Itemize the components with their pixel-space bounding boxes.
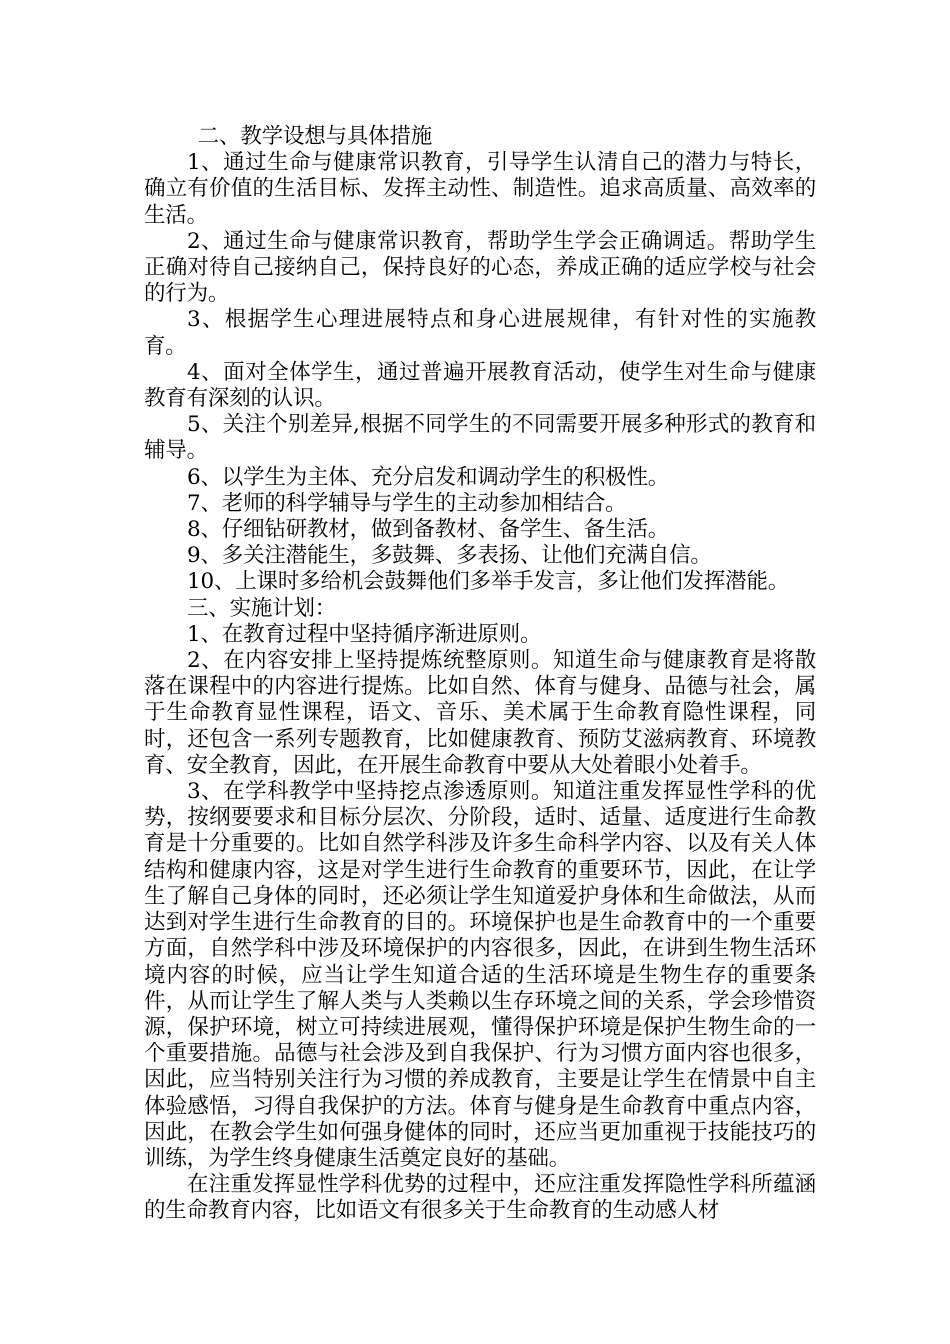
paragraph-measure-1: 1、通过生命与健康常识教育，引导学生认清自己的潜力与特长，确立有价值的生活目标、发挥主动性、制造性。追求高质量、高效率的生活。 xyxy=(144,150,816,228)
paragraph-measure-4: 4、面对全体学生，通过普遍开展教育活动，使学生对生命与健康教育有深刻的认识。 xyxy=(144,359,816,412)
paragraph-plan-3: 3、在学科教学中坚持挖点渗透原则。知道注重发挥显性学科的优势，按纲要要求和目标分层次、分阶段，适时、适量、适度进行生命教育是十分重要的。比如自然学科涉及许多生命科学内容、以及有关人体结构和健康内容，这是对学生进行生命教育的重要环节，因此，在让学生了解自己身体的同时，还必须让学生知道爱护身体和生命做法，从而达到对学生进行生命教育的目的。环境保护也是生命教育中的一个重要方面，自然学科中涉及环境保护的内容很多，因此，在讲到生物生活环境内容的时候，应当让学生知道合适的生活环境是生物生存的重要条件，从而让学生了解人类与人类赖以生存环境之间的关系，学会珍惜资源，保护环境，树立可持续进展观，懂得保护环境是保护生物生命的一个重要措施。品德与社会涉及到自我保护、行为习惯方面内容也很多，因此，应当特别关注行为习惯的养成教育，主要是让学生在情景中自主体验感悟，习得自我保护的方法。体育与健身是生命教育中重点内容，因此，在教会学生如何强身健体的同时，还应当更加重视于技能技巧的训练，为学生终身健康生活奠定良好的基础。 xyxy=(144,779,816,1171)
paragraph-measure-10: 10、上课时多给机会鼓舞他们多举手发言，多让他们发挥潜能。 xyxy=(187,569,790,595)
paragraph-measure-5: 5、关注个别差异,根据不同学生的不同需要开展多种形式的教育和辅导。 xyxy=(144,412,816,464)
section-heading-teaching-measures: 二、教学设想与具体措施 xyxy=(197,124,433,149)
paragraph-measure-8: 8、仔细钻研教材，做到备教材、备学生、备生活。 xyxy=(187,517,670,543)
section-heading-implementation-plan: 三、实施计划： xyxy=(187,595,337,621)
document-page xyxy=(144,124,816,1225)
paragraph-plan-1: 1、在教育过程中坚持循序渐进原则。 xyxy=(187,621,542,647)
paragraph-measure-3: 3、根据学生心理进展特点和身心进展规律，有针对性的实施教育。 xyxy=(144,307,816,359)
paragraph-measure-7: 7、老师的科学辅导与学生的主动参加相结合。 xyxy=(187,490,627,516)
paragraph-measure-2: 2、通过生命与健康常识教育，帮助学生学会正确调适。帮助学生正确对待自己接纳自己，保持良好的心态，养成正确的适应学校与社会的行为。 xyxy=(144,228,816,307)
paragraph-implicit-subjects: 在注重发挥显性学科优势的过程中，还应注重发挥隐性学科所蕴涵的生命教育内容，比如语文有很多关于生命教育的生动感人材 xyxy=(144,1172,816,1224)
paragraph-plan-2: 2、在内容安排上坚持提炼统整原则。知道生命与健康教育是将散落在课程中的内容进行提炼。比如自然、体育与健身、品德与社会，属于生命教育显性课程，语文、音乐、美术属于生命教育隐性课程，同时，还包含一系列专题教育，比如健康教育、预防艾滋病教育、环境教育、安全教育，因此，在开展生命教育中要从大处着眼小处着手。 xyxy=(144,648,816,778)
paragraph-measure-9: 9、多关注潜能生，多鼓舞、多表扬、让他们充满自信。 xyxy=(187,543,712,569)
paragraph-measure-6: 6、以学生为主体、充分启发和调动学生的积极性。 xyxy=(187,464,670,490)
